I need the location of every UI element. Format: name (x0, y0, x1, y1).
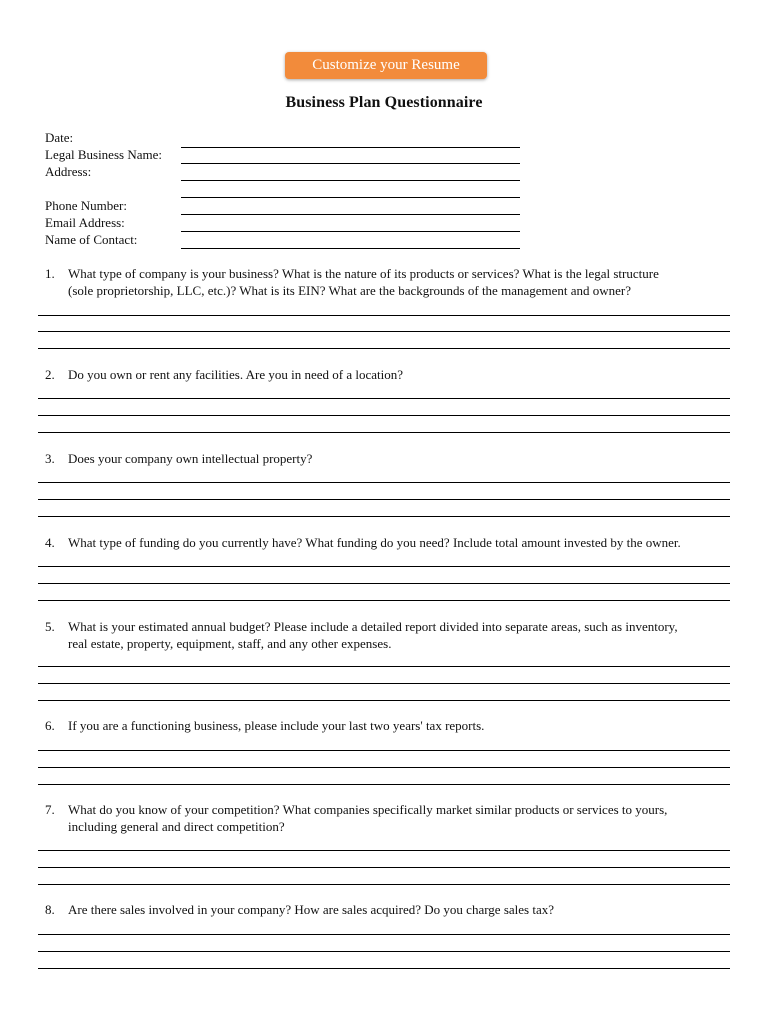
question-6-text: If you are a functioning business, please include your last two years' tax reports. (68, 718, 485, 733)
answer-8-line-1[interactable] (38, 934, 730, 935)
email-address-label: Email Address: (45, 215, 125, 230)
email-address-field[interactable] (181, 231, 520, 232)
answer-7-line-1[interactable] (38, 850, 730, 851)
question-7-number: 7. (45, 802, 55, 817)
question-1-text: What type of company is your business? What is the nature of its products or services? What is the legal structure (68, 266, 659, 281)
answer-1-line-2[interactable] (38, 331, 730, 332)
name-of-contact-label: Name of Contact: (45, 232, 138, 247)
customize-resume-button[interactable]: Customize your Resume (285, 52, 487, 79)
answer-5-line-1[interactable] (38, 666, 730, 667)
address-field-line-2[interactable] (181, 197, 520, 198)
question-5-number: 5. (45, 619, 55, 634)
answer-3-line-1[interactable] (38, 482, 730, 483)
legal-business-name-field[interactable] (181, 163, 520, 164)
answer-4-line-2[interactable] (38, 583, 730, 584)
question-7-text: What do you know of your competition? What companies specifically market similar products or services to yours, (68, 802, 668, 817)
question-5-text: What is your estimated annual budget? Please include a detailed report divided into separate areas, such as inventory, (68, 619, 678, 634)
question-4-number: 4. (45, 535, 55, 550)
question-1-number: 1. (45, 266, 55, 281)
page-title: Business Plan Questionnaire (285, 94, 483, 111)
answer-4-line-3[interactable] (38, 600, 730, 601)
legal-business-name-label: Legal Business Name: (45, 147, 162, 162)
answer-1-line-3[interactable] (38, 348, 730, 349)
phone-number-label: Phone Number: (45, 198, 127, 213)
question-8-text: Are there sales involved in your company? How are sales acquired? Do you charge sales tax? (68, 902, 554, 917)
answer-2-line-2[interactable] (38, 415, 730, 416)
answer-6-line-3[interactable] (38, 784, 730, 785)
question-2-number: 2. (45, 367, 55, 382)
phone-number-field[interactable] (181, 214, 520, 215)
address-field[interactable] (181, 180, 520, 181)
answer-5-line-2[interactable] (38, 683, 730, 684)
answer-5-line-3[interactable] (38, 700, 730, 701)
answer-3-line-2[interactable] (38, 499, 730, 500)
answer-2-line-1[interactable] (38, 398, 730, 399)
question-3-text: Does your company own intellectual property? (68, 451, 313, 466)
answer-1-line-1[interactable] (38, 315, 730, 316)
answer-3-line-3[interactable] (38, 516, 730, 517)
question-6-number: 6. (45, 718, 55, 733)
question-2-text: Do you own or rent any facilities. Are you in need of a location? (68, 367, 404, 382)
answer-7-line-2[interactable] (38, 867, 730, 868)
answer-7-line-3[interactable] (38, 884, 730, 885)
question-8-number: 8. (45, 902, 55, 917)
answer-2-line-3[interactable] (38, 432, 730, 433)
name-of-contact-field[interactable] (181, 248, 520, 249)
question-5-text-line-2: real estate, property, equipment, staff, and any other expenses. (68, 636, 392, 651)
answer-6-line-2[interactable] (38, 767, 730, 768)
address-label: Address: (45, 164, 92, 179)
answer-8-line-3[interactable] (38, 968, 730, 969)
date-label: Date: (45, 130, 74, 145)
answer-4-line-1[interactable] (38, 566, 730, 567)
answer-8-line-2[interactable] (38, 951, 730, 952)
question-1-text-line-2: (sole proprietorship, LLC, etc.)? What is its EIN? What are the backgrounds of the management and owner? (68, 283, 632, 298)
question-7-text-line-2: including general and direct competition? (68, 819, 285, 834)
answer-6-line-1[interactable] (38, 750, 730, 751)
question-4-text: What type of funding do you currently have? What funding do you need? Include total amount invested by the owner. (68, 535, 681, 550)
date-field[interactable] (181, 147, 520, 148)
question-3-number: 3. (45, 451, 55, 466)
